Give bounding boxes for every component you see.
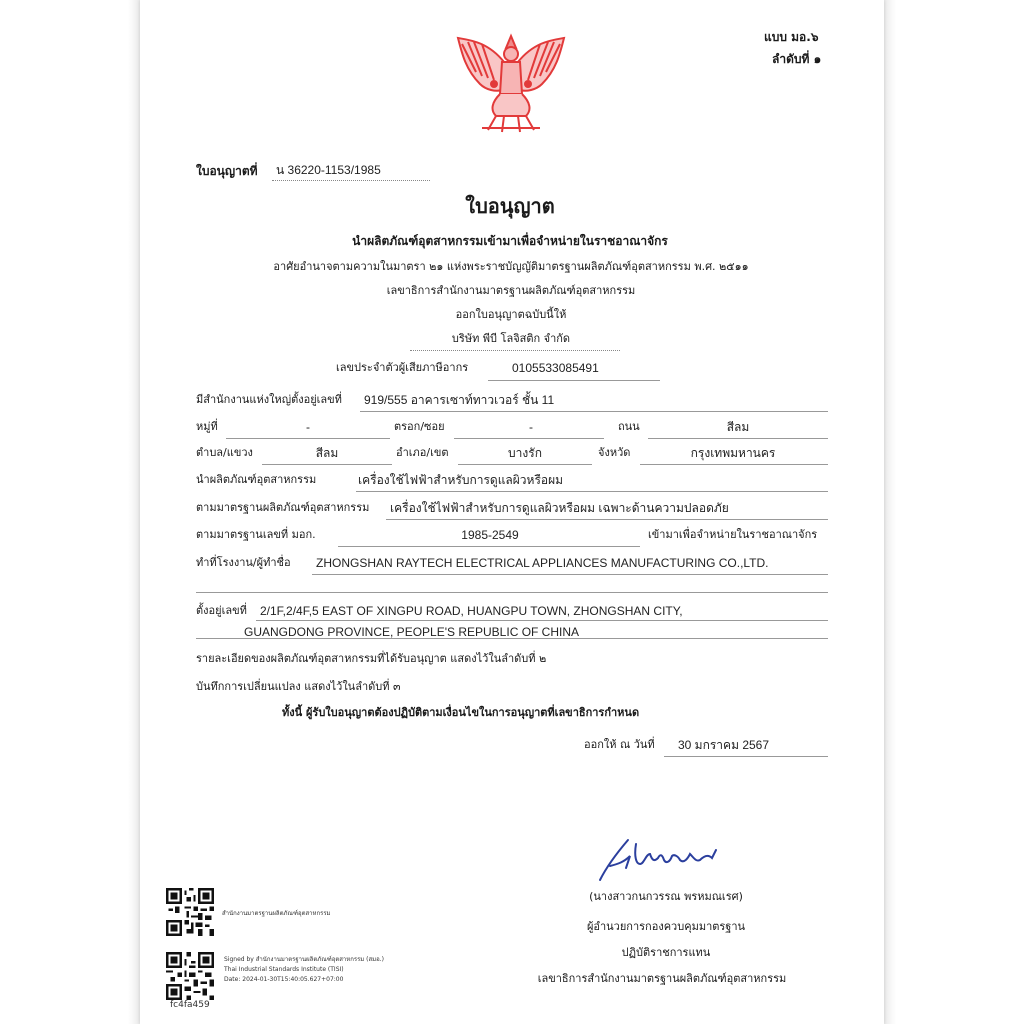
license-number-label: ใบอนุญาตที่	[196, 164, 258, 178]
head-office-label: มีสำนักงานแห่งใหญ่ตั้งอยู่เลขที่	[196, 393, 342, 406]
province-value: กรุงเทพมหานคร	[690, 446, 776, 460]
factory-value: ZHONGSHAN RAYTECH ELECTRICAL APPLIANCES MANUFACTURING CO.,LTD.	[316, 556, 769, 570]
condition-note: ทั้งนี้ ผู้รับใบอนุญาตต้องปฏิบัติตามเงื่อนไขในการอนุญาตที่เลขาธิการกำหนด	[282, 706, 640, 719]
product-value: เครื่องใช้ไฟฟ้าสำหรับการดูแลผิวหรือผม	[358, 473, 564, 487]
product-label: นำผลิตภัณฑ์อุตสาหกรรม	[196, 473, 317, 486]
standard-line	[386, 519, 828, 520]
form-code: แบบ มอ.๖	[764, 30, 819, 44]
standard-value: เครื่องใช้ไฟฟ้าสำหรับการดูแลผิวหรือผม เฉพาะด้านความปลอดภัย	[390, 501, 729, 515]
company-line	[410, 350, 620, 351]
subdistrict-label: ตำบล/แขวง	[196, 446, 253, 459]
signature-image	[596, 834, 726, 884]
changes-note: บันทึกการเปลี่ยนแปลง แสดงไว้ในลำดับที่ ๓	[196, 680, 401, 693]
district-label: อำเภอ/เขต	[396, 446, 449, 459]
province-label: จังหวัด	[598, 446, 631, 459]
factory-address-line2: GUANGDONG PROVINCE, PEOPLE'S REPUBLIC OF CHINA	[244, 625, 580, 639]
product-line	[356, 491, 828, 492]
factory-line-2	[196, 592, 828, 593]
qr2-date: Date: 2024-01-30T15:40:05.627+07:00	[224, 976, 344, 983]
tax-id-label: เลขประจำตัวผู้เสียภาษีอากร	[336, 361, 469, 374]
standard-no-line	[338, 546, 640, 547]
soi-line	[454, 438, 604, 439]
factory-line	[312, 574, 828, 575]
license-number-value: น 36220-1153/1985	[276, 163, 381, 177]
garuda-emblem-icon	[452, 32, 570, 136]
issued-line	[664, 756, 828, 757]
soi-label: ตรอก/ซอย	[394, 420, 445, 433]
moo-value: -	[306, 420, 310, 434]
head-office-value: 919/555 อาคารเซาท์ทาวเวอร์ ชั้น 11	[364, 393, 555, 407]
district-line	[458, 464, 592, 465]
qr-code-icon	[166, 888, 214, 936]
signer-acting: ปฏิบัติราชการแทน	[621, 946, 711, 959]
road-label: ถนน	[618, 420, 640, 433]
subtitle: นำผลิตภัณฑ์อุตสาหกรรมเข้ามาเพื่อจำหน่ายในราชอาณาจักร	[352, 234, 668, 248]
province-line	[640, 464, 828, 465]
soi-value: -	[529, 420, 533, 434]
authority-text: อาศัยอำนาจตามความในมาตรา ๒๑ แห่งพระราชบัญญัติมาตรฐานผลิตภัณฑ์อุตสาหกรรม พ.ศ. ๒๕๑๑	[273, 260, 749, 273]
secretary-text: เลขาธิการสำนักงานมาตรฐานผลิตภัณฑ์อุตสาหกรรม	[386, 284, 636, 297]
qr2-code: fc4fa459	[170, 1000, 210, 1010]
subdistrict-line	[262, 464, 392, 465]
tax-id-line	[488, 380, 660, 381]
qr-code-icon	[166, 952, 214, 1000]
license-number-line	[272, 180, 430, 181]
signer-position: ผู้อำนวยการกองควบคุมมาตรฐาน	[586, 920, 746, 933]
standard-label: ตามมาตรฐานผลิตภัณฑ์อุตสาหกรรม	[196, 501, 370, 514]
road-line	[648, 438, 828, 439]
signer-office: เลขาธิการสำนักงานมาตรฐานผลิตภัณฑ์อุตสาหกรรม	[537, 972, 787, 985]
issued-label: ออกให้ ณ วันที่	[584, 738, 655, 751]
issued-value: 30 มกราคม 2567	[678, 738, 770, 752]
qr2-signed-by: Signed by สำนักงานมาตรฐานผลิตภัณฑ์อุตสาหกรรม (สมอ.)	[224, 956, 384, 963]
standard-no-value: 1985-2549	[461, 528, 519, 542]
factory-label: ทำที่โรงงาน/ผู้ทำชื่อ	[196, 556, 291, 569]
page-title: ใบอนุญาต	[465, 194, 555, 218]
signer-name: (นางสาวกนกวรรณ พรหมณเรศ)	[589, 890, 743, 903]
qr1-caption: สำนักงานมาตรฐานผลิตภัณฑ์อุตสาหกรรม	[222, 910, 331, 917]
standard-no-suffix: เข้ามาเพื่อจำหน่ายในราชอาณาจักร	[648, 528, 818, 541]
moo-line	[226, 438, 390, 439]
subdistrict-value: สีลม	[315, 446, 339, 460]
standard-no-label: ตามมาตรฐานเลขที่ มอก.	[196, 528, 316, 541]
issue-text: ออกใบอนุญาตฉบับนี้ให้	[455, 308, 567, 321]
tax-id-value: 0105533085491	[512, 361, 599, 375]
qr2-org: Thai Industrial Standards Institute (TISI)	[224, 966, 344, 973]
form-sequence: ลำดับที่ ๑	[772, 52, 822, 66]
details-note: รายละเอียดของผลิตภัณฑ์อุตสาหกรรมที่ได้รับอนุญาต แสดงไว้ในลำดับที่ ๒	[196, 652, 547, 665]
factory-address-line1: 2/1F,2/4F,5 EAST OF XINGPU ROAD, HUANGPU TOWN, ZHONGSHAN CITY,	[260, 604, 683, 618]
factory-address-label: ตั้งอยู่เลขที่	[196, 604, 247, 617]
moo-label: หมู่ที่	[196, 420, 218, 433]
company-name: บริษัท พีบี โลจิสติก จำกัด	[451, 332, 571, 345]
factory-address-rule2	[196, 638, 828, 639]
factory-address-rule1	[256, 620, 828, 621]
head-office-line	[360, 411, 828, 412]
district-value: บางรัก	[508, 446, 542, 460]
road-value: สีลม	[726, 420, 750, 434]
